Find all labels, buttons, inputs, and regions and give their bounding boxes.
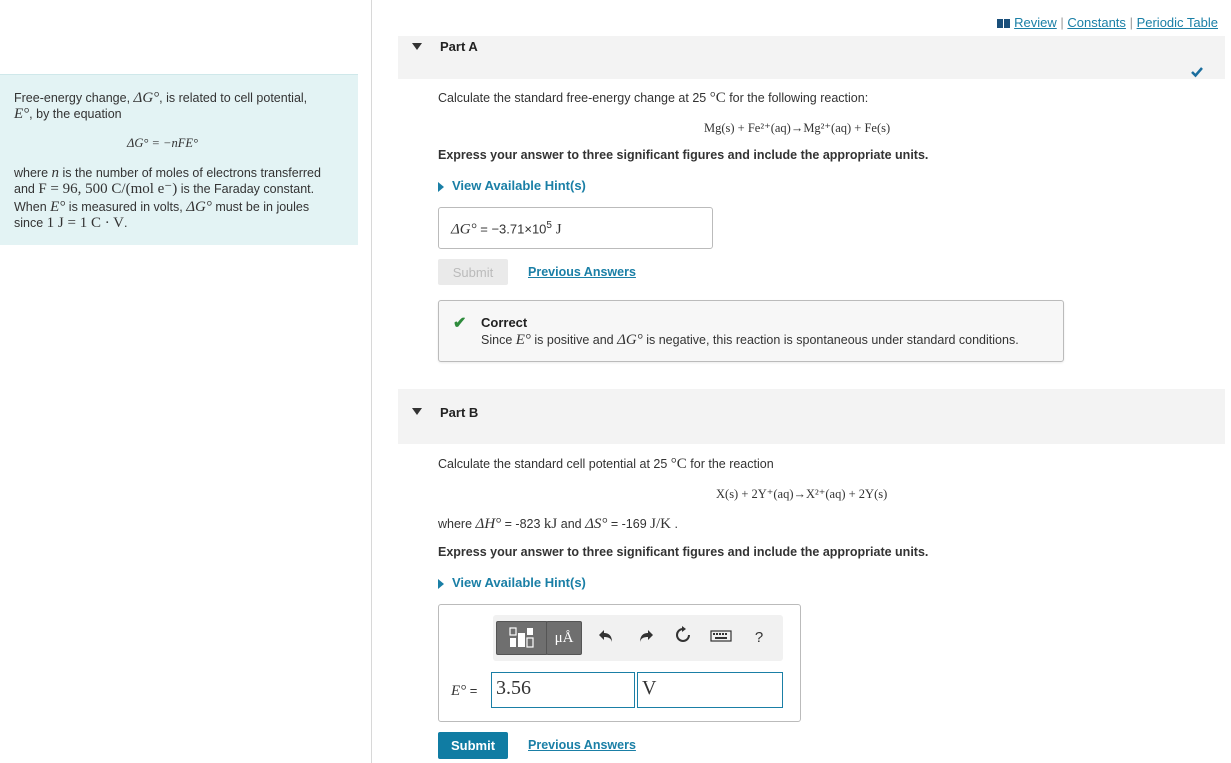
expand-arrow-icon bbox=[438, 579, 444, 589]
part-a-previous-answers-link[interactable]: Previous Answers bbox=[528, 265, 636, 279]
part-b-header[interactable] bbox=[398, 389, 1225, 444]
part-b-submit-button[interactable]: Submit bbox=[438, 732, 508, 759]
info-line-5: When E° is measured in volts, ΔG° must be in joules bbox=[14, 199, 310, 215]
part-b-label: Part B bbox=[440, 405, 479, 420]
math-toolbar bbox=[493, 615, 783, 661]
answer-label: E° = bbox=[451, 683, 478, 699]
part-a-feedback bbox=[438, 300, 1064, 362]
undo-icon[interactable] bbox=[594, 626, 618, 650]
part-a-complete-check-icon bbox=[1190, 66, 1204, 78]
part-b-previous-answers-link[interactable]: Previous Answers bbox=[528, 738, 636, 752]
part-a-submit-button[interactable]: Submit bbox=[438, 259, 508, 285]
info-line-6: since 1 J = 1 C · V. bbox=[14, 215, 128, 231]
part-a-label: Part A bbox=[440, 39, 478, 54]
info-panel bbox=[0, 74, 358, 245]
constants-link[interactable]: Constants bbox=[1067, 15, 1126, 30]
redo-icon[interactable] bbox=[634, 626, 658, 650]
book-icon bbox=[997, 19, 1010, 28]
info-line-4: and F = 96, 500 C/(mol e⁻) is the Faraday constant. bbox=[14, 181, 315, 197]
part-a-instruction: Express your answer to three significant figures and include the appropriate units. bbox=[438, 148, 929, 162]
feedback-body: Since E° is positive and ΔG° is negative, this reaction is spontaneous under standard conditions. bbox=[481, 332, 1019, 348]
part-b-answer-editor bbox=[438, 604, 801, 722]
templates-icon bbox=[497, 622, 547, 654]
info-line-1: Free-energy change, ΔG°, is related to cell potential, bbox=[14, 90, 308, 106]
expand-arrow-icon bbox=[438, 182, 444, 192]
templates-button[interactable] bbox=[496, 621, 548, 655]
part-b-reaction: X(s) + 2Y⁺(aq)→X²⁺(aq) + 2Y(s) bbox=[716, 487, 888, 501]
part-a-answer: $\Delta G^\circ = -3.71\times 10^5$ J bbox=[451, 220, 562, 238]
collapse-triangle-icon bbox=[412, 408, 422, 415]
part-b-where: where ΔH° = -823 kJ and ΔS° = -169 J/K . bbox=[438, 516, 678, 532]
units-button[interactable]: μÅ bbox=[546, 621, 582, 655]
part-b-hint-link[interactable]: View Available Hint(s) bbox=[438, 575, 586, 590]
part-a-reaction: Mg(s) + Fe²⁺(aq)→Mg²⁺(aq) + Fe(s) bbox=[704, 121, 891, 135]
part-a-hint-link[interactable]: View Available Hint(s) bbox=[438, 178, 586, 193]
collapse-triangle-icon bbox=[412, 43, 422, 50]
part-a-question: Calculate the standard free-energy change at 25 °C for the following reaction: bbox=[438, 90, 869, 106]
part-b-instruction: Express your answer to three significant figures and include the appropriate units. bbox=[438, 545, 929, 559]
info-line-2: E°, by the equation bbox=[14, 106, 122, 122]
panel-divider bbox=[371, 0, 372, 763]
help-icon[interactable]: ? bbox=[754, 629, 764, 646]
review-link[interactable]: Review bbox=[1014, 15, 1057, 30]
value-input[interactable]: 3.56 bbox=[491, 672, 635, 708]
correct-check-icon: ✔ bbox=[453, 315, 467, 332]
feedback-title: Correct bbox=[481, 315, 528, 330]
separator: | bbox=[1129, 15, 1133, 30]
part-b-question: Calculate the standard cell potential at 25 °C for the reaction bbox=[438, 456, 774, 472]
separator: | bbox=[1060, 15, 1064, 30]
info-line-3: where n is the number of moles of electrons transferred bbox=[14, 165, 321, 181]
units-input[interactable]: V bbox=[637, 672, 783, 708]
keyboard-icon[interactable] bbox=[709, 626, 733, 650]
reset-icon[interactable] bbox=[671, 626, 695, 650]
part-a-header[interactable] bbox=[398, 36, 1225, 79]
part-a-answer-box bbox=[438, 207, 713, 249]
top-links bbox=[997, 15, 1218, 30]
periodic-table-link[interactable]: Periodic Table bbox=[1136, 15, 1218, 30]
info-equation: ΔG° = −nFE° bbox=[127, 136, 199, 150]
